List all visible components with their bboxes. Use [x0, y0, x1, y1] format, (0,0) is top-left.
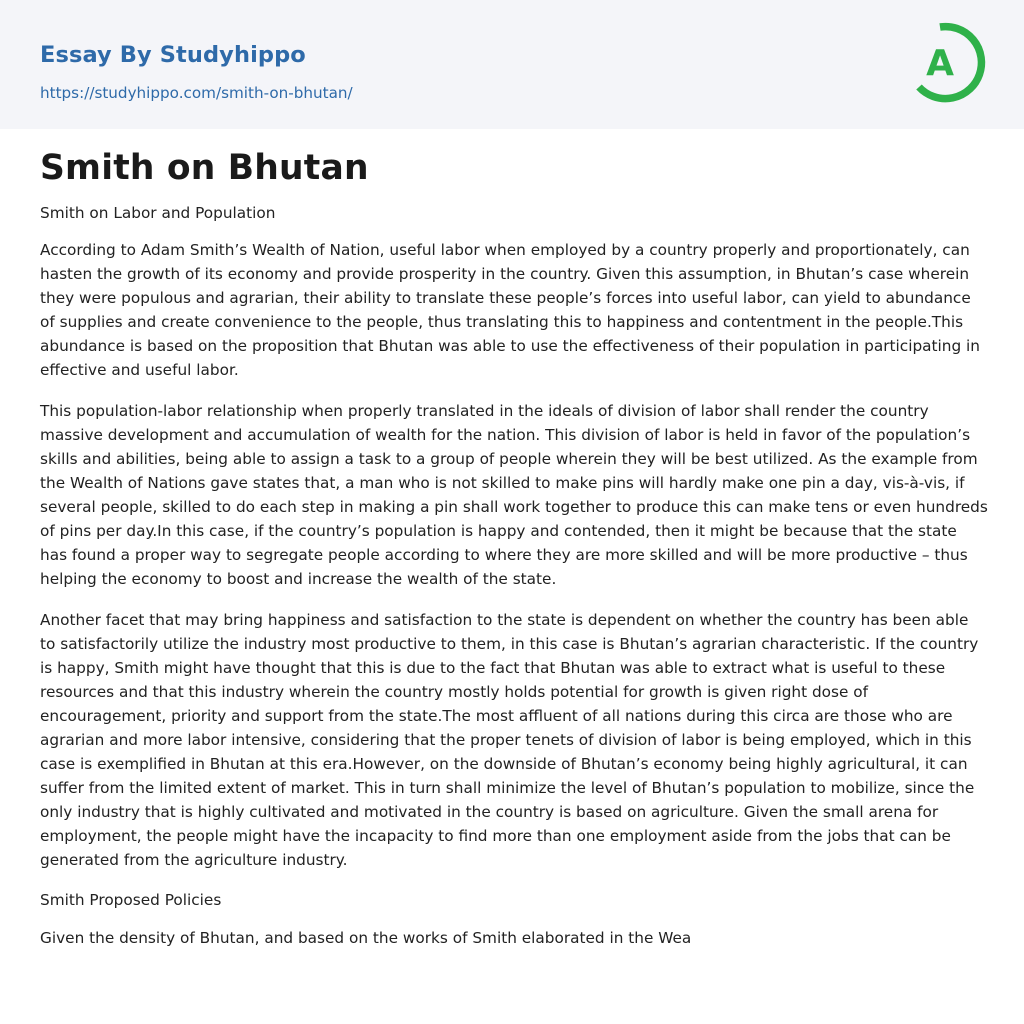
site-header [0, 0, 1024, 129]
section-heading-labor: Smith on Labor and Population [40, 204, 276, 222]
paragraph-2: This population-labor relationship when properly translated in the ideals of division of labor shall render the country massive development and accumulation of wealth for the nation. This division of labor is held in favor of the population’s skills and abilities, being able to assign a task to a group of people wherein they will be best utilized. As the example from the Wealth of Nations gave states that, a man who is not skilled to make pins will hardly make one pin a day, vis-à-vis, if several people, skilled to do each step in making a pin shall work together to produce this can make tens or even hundreds of pins per day.In this case, if the country’s population is happy and contended, then it might be because that the state has found a proper way to segregate people according to where they are more skilled and will be more productive – thus helping the economy to boost and increase the wealth of the state. [40, 402, 988, 588]
page-title: Smith on Bhutan [40, 148, 369, 188]
paragraph-3: Another facet that may bring happiness and satisfaction to the state is dependent on whether the country has been able to satisfactorily utilize the industry most productive to them, in this case is Bhutan’s agrarian characteristic. If the country is happy, Smith might have thought that this is due to the fact that Bhutan was able to extract what is useful to these resources and that this industry wherein the country mostly holds potential for growth is given right dose of encouragement, priority and support from the state.The most affluent of all nations during this circa are those who are agrarian and more labor intensive, considering that the proper tenets of division of labor is being employed, which in this case is exemplified in Bhutan at this era.However, on the downside of Bhutan’s economy being highly agricultural, it can suffer from the limited extent of market. This in turn shall minimize the level of Bhutan’s population to mobilize, since the only industry that is highly cultivated and motivated in the country is based on agriculture. Given the small arena for employment, the people might have the incapacity to find more than one employment aside from the jobs that can be generated from the agriculture industry. [40, 611, 979, 869]
paragraph-1: According to Adam Smith’s Wealth of Nation, useful labor when employed by a country properly and proportionately, can hasten the growth of its economy and provide prosperity in the country. Given this assumption, in Bhutan’s case wherein they were populous and agrarian, their ability to translate these people’s forces into useful labor, can yield to abundance of supplies and create convenience to the people, thus translating this to happiness and contentment in the people.This abundance is based on the proposition that Bhutan was able to use the effectiveness of their population in participating in effective and useful labor. [40, 241, 980, 379]
studyhippo-logo-icon[interactable] [910, 18, 988, 106]
section-heading-policies: Smith Proposed Policies [40, 891, 222, 909]
essay-url-link[interactable]: https://studyhippo.com/smith-on-bhutan/ [40, 84, 353, 102]
paragraph-4-truncated: Given the density of Bhutan, and based on the works of Smith elaborated in the Wea [40, 929, 692, 947]
article-body [40, 146, 988, 950]
brand-title[interactable]: Essay By Studyhippo [40, 42, 306, 68]
logo-letter: A [926, 43, 954, 84]
